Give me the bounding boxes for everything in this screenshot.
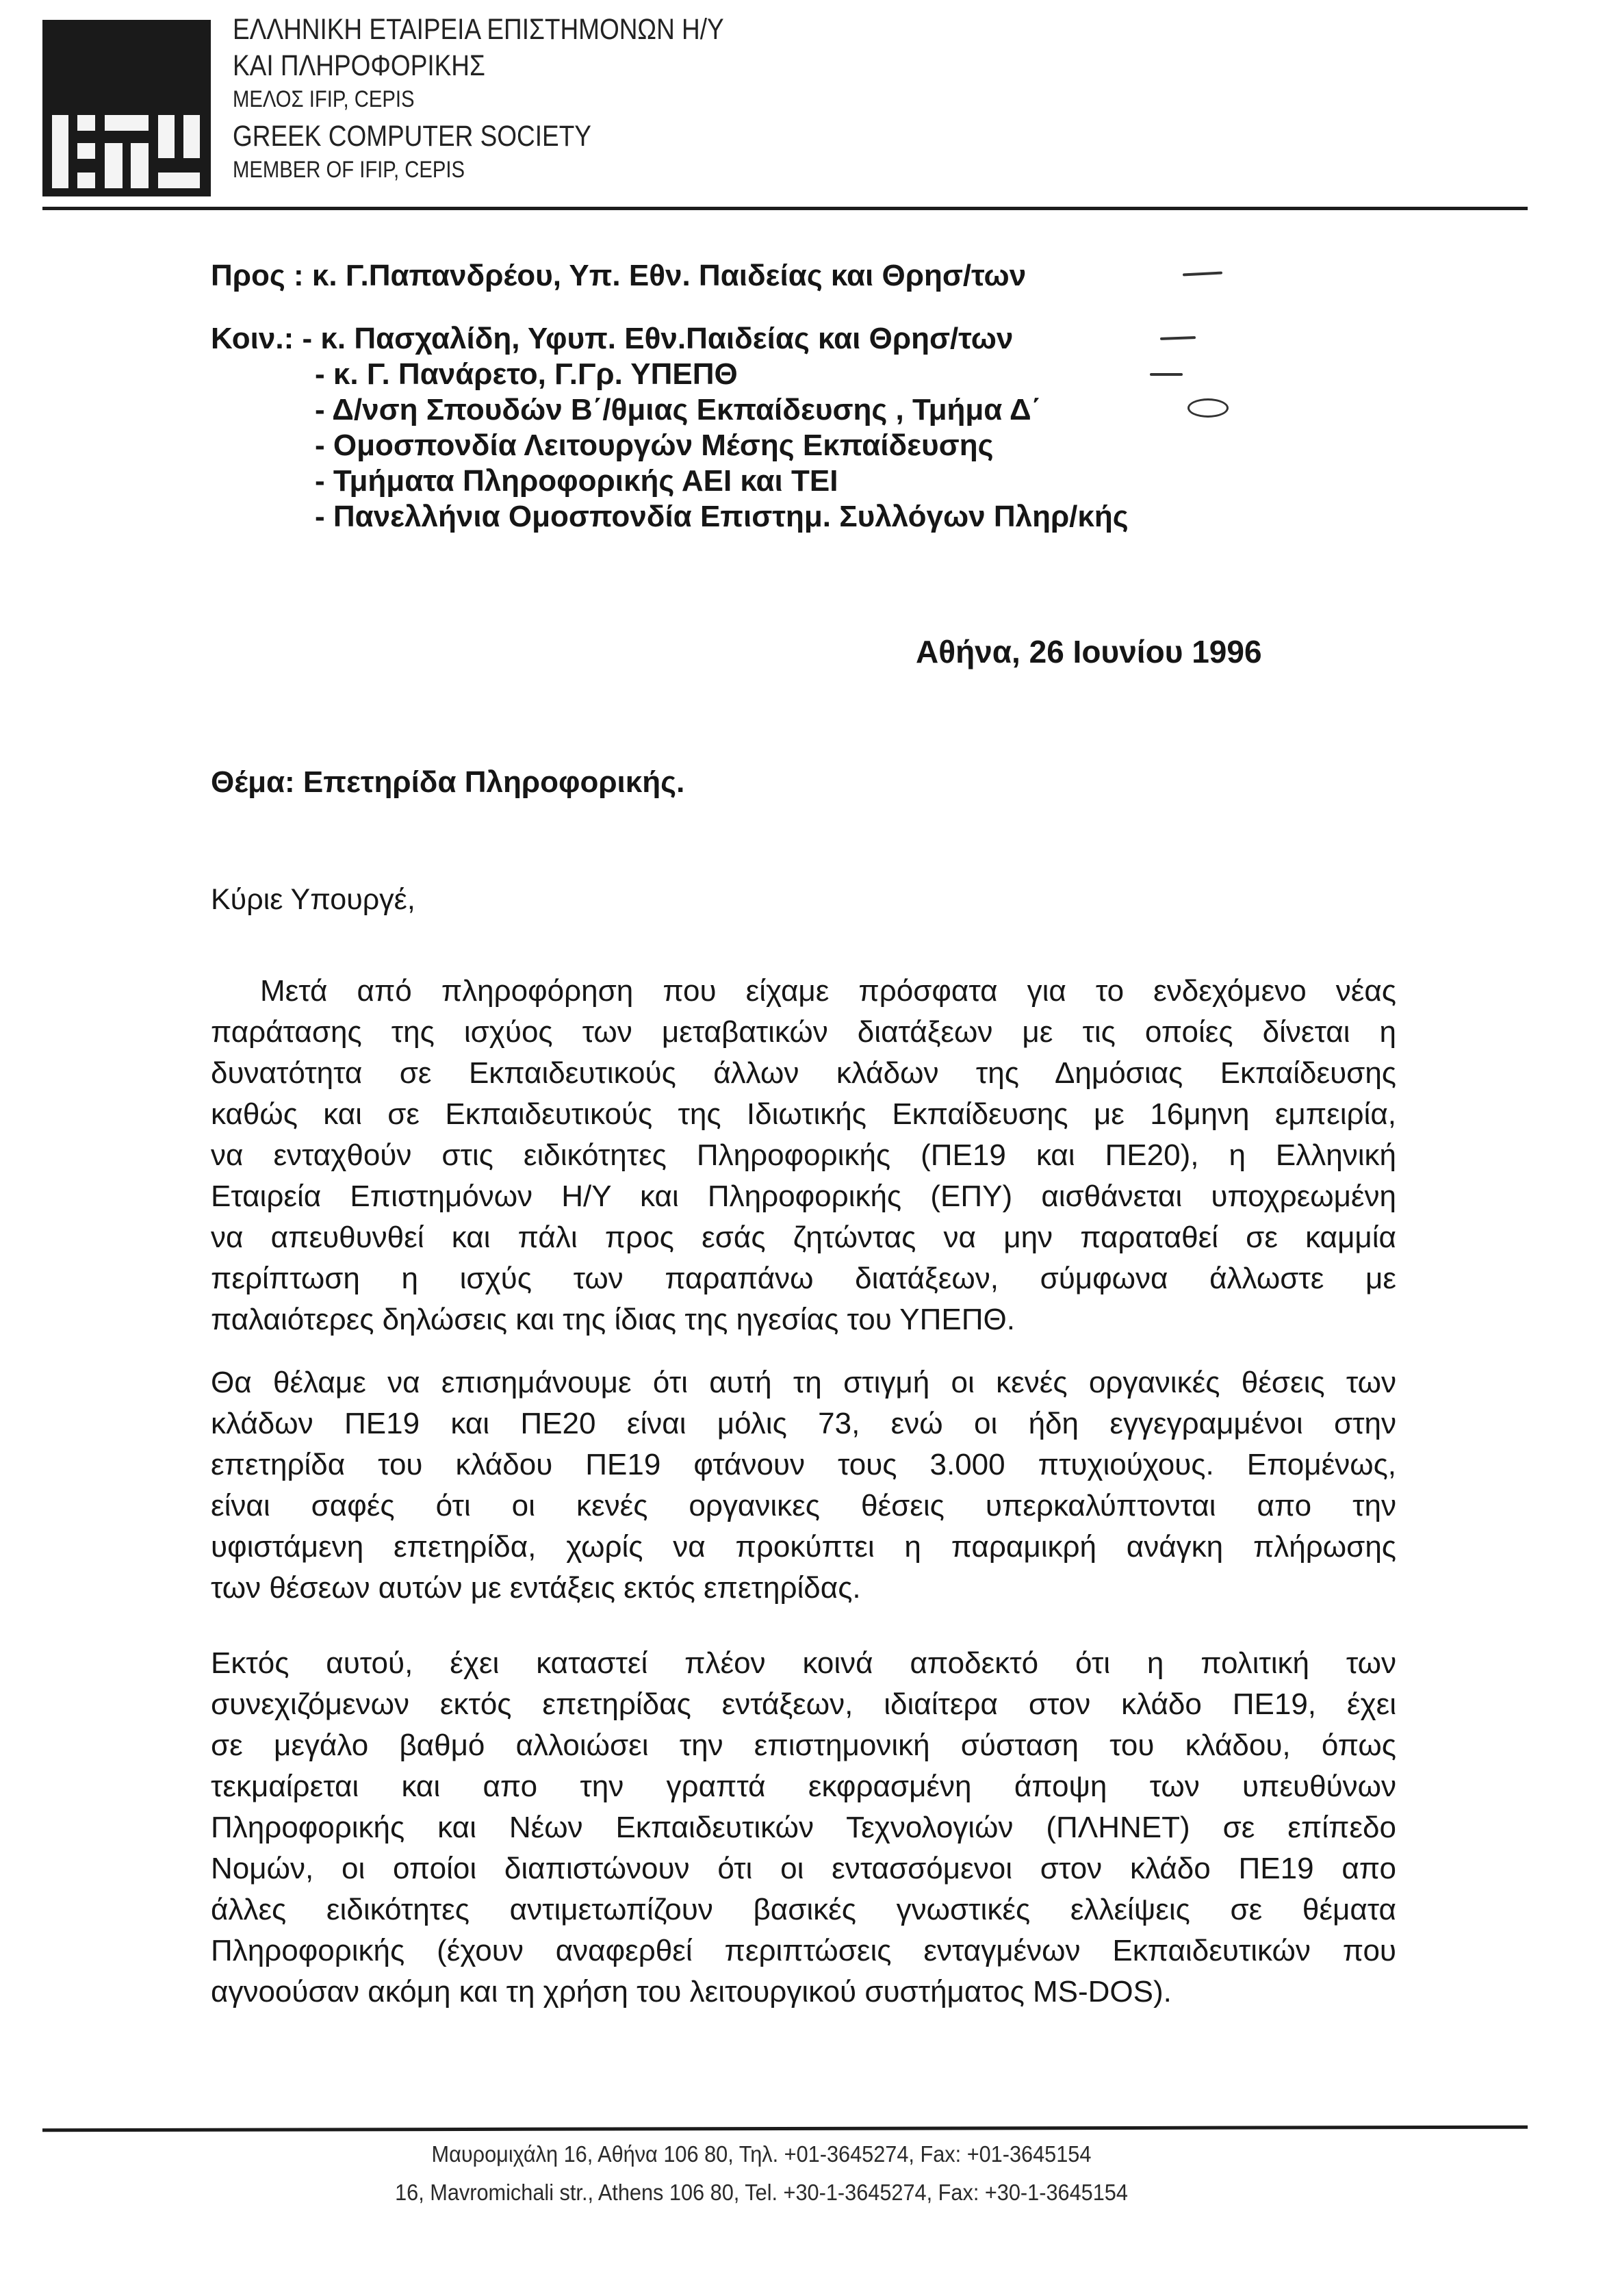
epy-logo-icon <box>42 20 211 196</box>
body-paragraph-1 <box>211 971 1396 1340</box>
footer-divider <box>42 2126 1528 2132</box>
letterhead <box>233 15 804 192</box>
paragraph-line: παράτασης της ισχύος των μεταβατικών διατάξεων με τις οποίες δίνεται η <box>211 1015 1396 1049</box>
cc-recipient: - κ. Πασχαλίδη, Υφυπ. Εθν.Παιδείας και Θρησ/των <box>302 322 1014 355</box>
paragraph-line: να ενταχθούν στις ειδικότητες Πληροφορικής (ΠΕ19 και ΠΕ20), η Ελληνική <box>211 1138 1396 1172</box>
paragraph-line: καθώς και σε Εκπαιδευτικούς της Ιδιωτικής Εκπαίδευσης με 16μηνη εμπειρία, <box>211 1097 1396 1131</box>
subject-line: Θέμα: Επετηρίδα Πληροφορικής. <box>211 765 685 799</box>
paragraph-line: των θέσεων αυτών με εντάξεις εκτός επετηρίδας. <box>211 1571 861 1605</box>
handwritten-scribble-icon <box>1187 398 1229 418</box>
paragraph-line: Μετά από πληροφόρηση που είχαμε πρόσφατα για το ενδεχόμενο νέας <box>260 974 1396 1008</box>
paragraph-line: συνεχιζόμενων εκτός επετηρίδας εντάξεων, ιδιαίτερα στον κλάδο ΠΕ19, έχει <box>211 1687 1396 1721</box>
footer-address-en: 16, Mavromichali str., Athens 106 80, Tel. +30-1-3645274, Fax: +30-1-3645154 <box>395 2180 1128 2205</box>
paragraph-line: υφιστάμενη επετηρίδα, χωρίς να προκύπτει η παραμικρή ανάγκη πλήρωσης <box>211 1530 1396 1564</box>
header-divider <box>42 207 1528 210</box>
paragraph-line: Νομών, οι οποίοι διαπιστώνουν ότι οι εντασσόμενοι στον κλάδο ΠΕ19 απο <box>211 1852 1396 1885</box>
cc-recipient: - κ. Γ. Πανάρετο, Γ.Γρ. ΥΠΕΠΘ <box>315 357 738 391</box>
membership-gr: ΜΕΛΟΣ IFIP, CEPIS <box>233 86 415 112</box>
to-line <box>211 259 1026 293</box>
paragraph-line: κλάδων ΠΕ19 και ΠΕ20 είναι μόλις 73, ενώ οι ήδη εγγεγραμμένοι στην <box>211 1407 1396 1440</box>
paragraph-line: περίπτωση η ισχύς των παραπάνω διατάξεων, σύμφωνα άλλωστε με <box>211 1262 1396 1295</box>
paragraph-line: να απευθυνθεί και πάλι προς εσάς ζητώντας να μην παραταθεί σε καμμία <box>211 1221 1396 1254</box>
paragraph-line: επετηρίδα του κλάδου ΠΕ19 φτάνουν τους 3.000 πτυχιούχους. Επομένως, <box>211 1448 1396 1481</box>
paragraph-line: Πληροφορικής (έχουν αναφερθεί περιπτώσεις ενταγμένων Εκπαιδευτικών που <box>211 1934 1396 1967</box>
salutation: Κύριε Υπουργέ, <box>211 883 415 916</box>
handwritten-check-mark-icon <box>1183 271 1222 276</box>
handwritten-check-mark-icon <box>1150 373 1183 376</box>
paragraph-line: Πληροφορικής και Νέων Εκπαιδευτικών Τεχνολογιών (ΠΛΗΝΕΤ) σε επίπεδο <box>211 1811 1396 1844</box>
footer-address-gr: Μαυρομιχάλη 16, Αθήνα 106 80, Τηλ. +01-3645274, Fax: +01-3645154 <box>431 2141 1092 2167</box>
org-name-gr-line1: ΕΛΛΗΝΙΚΗ ΕΤΑΙΡΕΙΑ ΕΠΙΣΤΗΜΟΝΩΝ Η/Υ <box>233 13 724 46</box>
body-paragraph-3 <box>211 1643 1396 2013</box>
membership-en: MEMBER OF IFIP, CEPIS <box>233 157 465 183</box>
cc-block <box>211 322 1013 356</box>
paragraph-line: παλαιότερες δηλώσεις και της ίδιας της ηγεσίας του ΥΠΕΠΘ. <box>211 1303 1015 1336</box>
cc-recipient: - Τμήματα Πληροφορικής ΑΕΙ και ΤΕΙ <box>315 464 838 498</box>
letter-date: Αθήνα, 26 Ιουνίου 1996 <box>916 634 1262 669</box>
cc-recipient: - Δ/νση Σπουδών Β΄/θμιας Εκπαίδευσης , Τμήμα Δ΄ <box>315 393 1042 426</box>
paragraph-line: σε μεγάλο βαθμό αλλοιώσει την επιστημονική σύσταση του κλάδου, όπως <box>211 1729 1396 1762</box>
cc-recipient: - Ομοσπονδία Λειτουργών Μέσης Εκπαίδευσης <box>315 429 994 462</box>
paragraph-line: είναι σαφές ότι οι κενές οργανικες θέσεις υπερκαλύπτονται απο την <box>211 1489 1396 1522</box>
paragraph-line: Εταιρεία Επιστημόνων Η/Υ και Πληροφορικής (ΕΠΥ) αισθάνεται υποχρεωμένη <box>211 1179 1396 1213</box>
paragraph-line: αγνοούσαν ακόμη και τη χρήση του λειτουργικού συστήματος MS-DOS). <box>211 1975 1172 2008</box>
paragraph-line: άλλες ειδικότητες αντιμετωπίζουν βασικές γνωστικές ελλείψεις σε θέματα <box>211 1893 1396 1926</box>
cc-label: Κοιν.: <box>211 322 294 355</box>
org-name-gr-line2: ΚΑΙ ΠΛΗΡΟΦΟΡΙΚΗΣ <box>233 49 485 82</box>
to-recipient: κ. Γ.Παπανδρέου, Υπ. Εθν. Παιδείας και Θρησ/των <box>311 259 1027 292</box>
paragraph-line: Εκτός αυτού, έχει καταστεί πλέον κοινά αποδεκτό ότι η πολιτική των <box>211 1646 1396 1680</box>
paragraph-line: τεκμαίρεται και απο την γραπτά εκφρασμένη άποψη των υπευθύνων <box>211 1770 1396 1803</box>
org-name-en: GREEK COMPUTER SOCIETY <box>233 120 591 153</box>
to-label: Προς : <box>211 259 304 292</box>
paragraph-line: δυνατότητα σε Εκπαιδευτικούς άλλων κλάδων της Δημόσιας Εκπαίδευσης <box>211 1056 1396 1090</box>
handwritten-check-mark-icon <box>1160 336 1196 340</box>
cc-recipient: - Πανελλήνια Ομοσπονδία Επιστημ. Συλλόγων Πληρ/κής <box>315 500 1129 533</box>
body-paragraph-2 <box>211 1362 1396 1609</box>
paragraph-line: Θα θέλαμε να επισημάνουμε ότι αυτή τη στιγμή οι κενές οργανικές θέσεις των <box>211 1366 1396 1399</box>
